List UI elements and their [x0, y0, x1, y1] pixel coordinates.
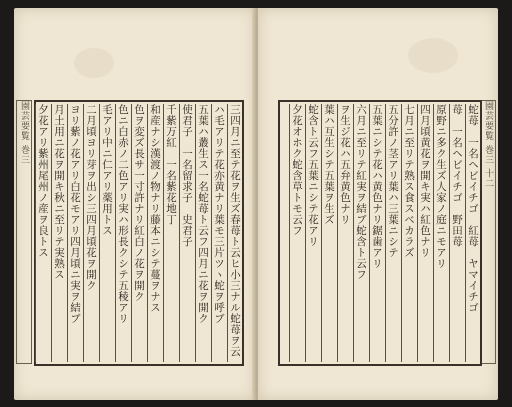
right-margin-label: 園芸要覧 巻三 十二: [480, 100, 496, 364]
text-column: 色ニ白赤ノ二色アリ実ハ形長クシテ五稜アリ: [115, 104, 130, 362]
text-column: 苺 一名ヘビイチゴ 野田苺: [449, 104, 464, 362]
text-column: 蛇含ト云フ五葉ニシテ花アリ: [305, 104, 320, 362]
text-column: ハ毛アリテ花亦黄ナリ葉モ三片ツヽ蛇ヲ呼ブ: [211, 104, 226, 362]
text-column: 色ヲ変ズ長サ一寸許ナリ紅白ノ花ヲ開ク: [131, 104, 146, 362]
text-column: 夕花アリ紫州尾州ノ産ヲ良トス: [35, 104, 50, 362]
text-column: ヨリ紫ノ花アリ白花モアリ四月頃ニ実ヲ結ブ: [67, 104, 82, 362]
text-column: 三四月ニ至テ花ヲ生ズ春苺ト云ヒ小三ナル蛇苺ヲ云: [227, 104, 242, 362]
paper-stain: [74, 48, 114, 78]
right-page: [258, 8, 498, 400]
right-text-frame: [278, 100, 482, 366]
text-column: 月土用ニ花ヲ開キ秋ニ至リテ実熟ス: [51, 104, 66, 362]
text-column: 千紫万紅 一名紫花地丁: [163, 104, 178, 362]
open-book: [14, 8, 498, 400]
text-column: 五葉ハ叢生ス一名蛇苺ト云フ四月ニ花ヲ開ク: [195, 104, 210, 362]
text-column: 二月頃ヨリ芽ヲ出シ三四月頃花ヲ開ク: [83, 104, 98, 362]
text-column: 夕花オホク蛇含草トモ云フ: [289, 104, 304, 362]
text-column: 毛アリ中ニ仁アリ薬用トス: [99, 104, 114, 362]
left-text-frame: [34, 100, 244, 366]
text-column: 使君子 一名留求子 史君子: [179, 104, 194, 362]
text-column: 和産ナシ漢渡ノ物ナリ藤本ニシテ蔓ヲナス: [147, 104, 162, 362]
paper-stain: [408, 38, 458, 73]
text-column: 四月頃黄花ヲ開キ実ハ紅色ナリ: [417, 104, 432, 362]
left-page: [14, 8, 255, 400]
text-column: 蛇苺 一名ヘビイチゴ 紅苺 ヤマイチゴ: [465, 104, 480, 362]
left-margin-label: 園芸要覧 巻三: [16, 100, 32, 364]
text-column: 五葉ニシテ花ハ黄色ナリ鋸歯アリ: [369, 104, 384, 362]
text-column: ヲ生ジ花ハ五弁黄色ナリ: [337, 104, 352, 362]
text-column: 六月ニ至リテ紅実ヲ結ブ蛇含ト云フ: [353, 104, 368, 362]
text-column: 七月ニ至リテ熟ス食スベカラズ: [401, 104, 416, 362]
text-column: 原野ニ多ク生ズ人家ノ庭ニモアリ: [433, 104, 448, 362]
text-column: 葉ハ互生シテ五葉ヲ生ズ: [321, 104, 336, 362]
text-column: 五分許ノ茎アリ葉ハ三葉ニシテ: [385, 104, 400, 362]
